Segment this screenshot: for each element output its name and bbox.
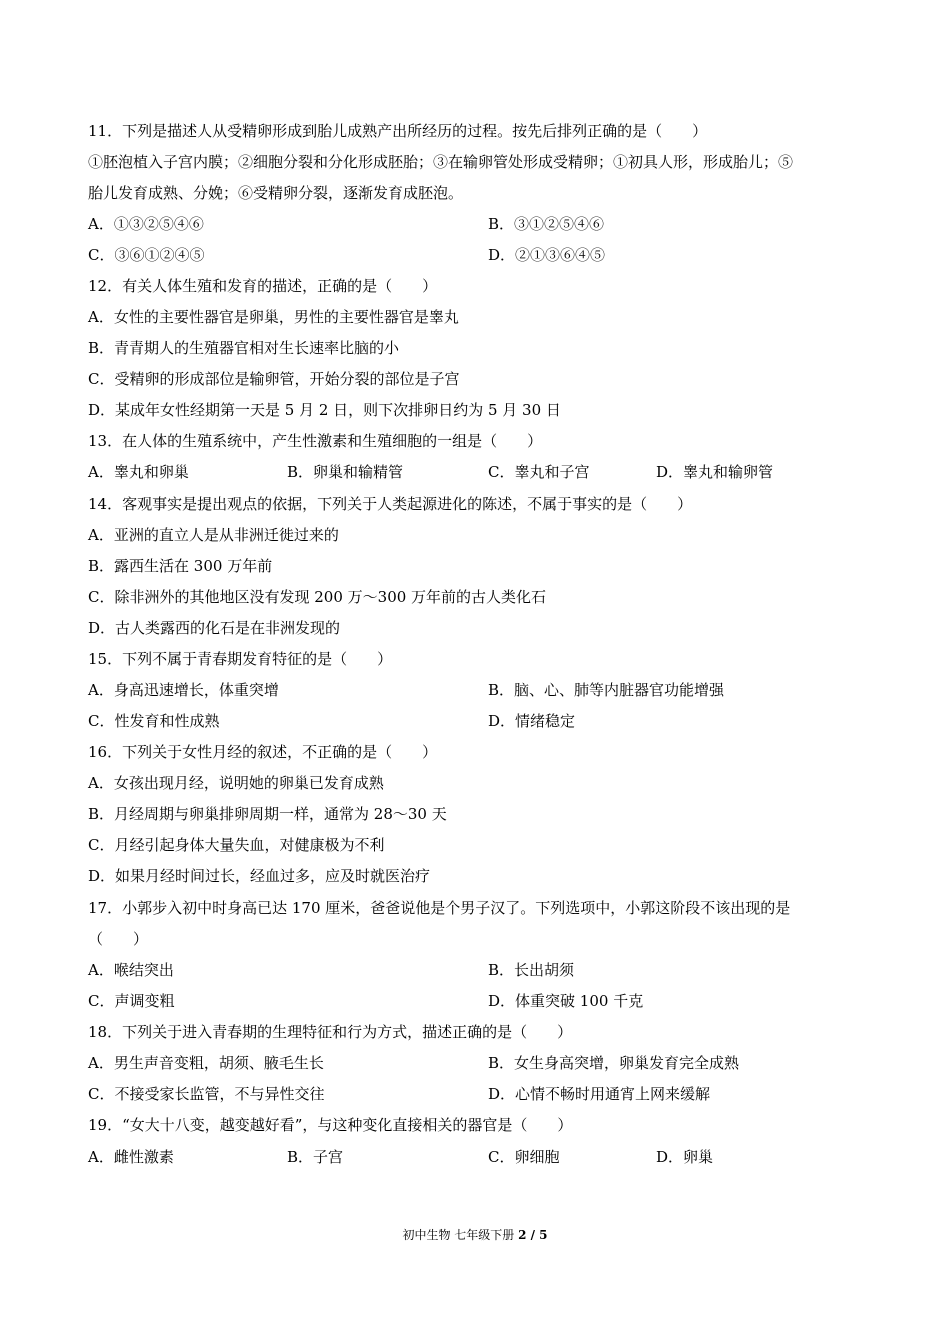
question-14-option-c: C．除非洲外的其他地区没有发现 200 万～300 万年前的古人类化石	[88, 588, 547, 606]
question-15-option-c: C．性发育和性成熟	[88, 712, 220, 730]
question-17-option-c: C．声调变粗	[88, 992, 175, 1010]
question-11-stem: 11．下列是描述人从受精卵形成到胎儿成熟产出所经历的过程。按先后排列正确的是（ ）	[88, 122, 708, 140]
question-12-option-b: B．青青期人的生殖器官相对生长速率比脑的小	[88, 339, 400, 357]
question-19-option-c: C．卵细胞	[488, 1148, 560, 1166]
question-13-option-c: C．睾丸和子宫	[488, 463, 590, 481]
footer-subject: 初中生物 七年级下册	[402, 1228, 519, 1242]
question-19-option-a: A．雌性激素	[88, 1148, 174, 1166]
question-17-option-d: D．体重突破 100 千克	[488, 992, 644, 1010]
question-17-stem-continued: （ ）	[88, 930, 149, 948]
question-14-option-d: D．古人类露西的化石是在非洲发现的	[88, 619, 341, 637]
question-15-option-a: A．身高迅速增长，体重突增	[88, 681, 279, 699]
question-11-detail-2: 胎儿发育成熟、分娩；⑥受精卵分裂，逐渐发育成胚泡。	[88, 184, 464, 202]
question-11-option-b: B．③①②⑤④⑥	[488, 215, 605, 233]
question-11-detail-1: ①胚泡植入子宫内膜；②细胞分裂和分化形成胚胎；③在输卵管处形成受精卵；①初具人形，形成胎儿；⑤	[88, 153, 794, 171]
question-18-option-a: A．男生声音变粗，胡须、腋毛生长	[88, 1054, 324, 1072]
question-19-stem: 19．“女大十八变，越变越好看”，与这种变化直接相关的器官是（ ）	[88, 1116, 573, 1134]
question-16-option-c: C．月经引起身体大量失血，对健康极为不利	[88, 836, 385, 854]
question-11-option-d: D．②①③⑥④⑤	[488, 246, 606, 264]
question-11-option-c: C．③⑥①②④⑤	[88, 246, 205, 264]
question-14-option-a: A．亚洲的直立人是从非洲迁徙过来的	[88, 526, 339, 544]
question-16-option-a: A．女孩出现月经，说明她的卵巢已发育成熟	[88, 774, 384, 792]
question-13-option-d: D．睾丸和输卵管	[656, 463, 774, 481]
question-19-option-b: B．子宫	[287, 1148, 344, 1166]
question-13-option-b: B．卵巢和输精管	[287, 463, 404, 481]
question-16-stem: 16．下列关于女性月经的叙述，不正确的是（ ）	[88, 743, 438, 761]
question-17-option-a: A．喉结突出	[88, 961, 174, 979]
question-18-option-b: B．女生身高突增，卵巢发育完全成熟	[488, 1054, 740, 1072]
question-16-option-b: B．月经周期与卵巢排卵周期一样，通常为 28～30 天	[88, 805, 447, 823]
question-15-option-b: B．脑、心、肺等内脏器官功能增强	[488, 681, 725, 699]
page-number: 2 / 5	[518, 1228, 548, 1242]
question-18-option-c: C．不接受家长监管，不与异性交往	[88, 1085, 325, 1103]
question-11-option-a: A．①③②⑤④⑥	[88, 215, 204, 233]
question-18-stem: 18．下列关于进入青春期的生理特征和行为方式，描述正确的是（ ）	[88, 1023, 573, 1041]
question-15-stem: 15．下列不属于青春期发育特征的是（ ）	[88, 650, 393, 668]
question-14-option-b: B．露西生活在 300 万年前	[88, 557, 273, 575]
question-15-option-d: D．情绪稳定	[488, 712, 576, 730]
question-17-option-b: B．长出胡须	[488, 961, 575, 979]
question-17-stem: 17．小郭步入初中时身高已达 170 厘米，爸爸说他是个男子汉了。下列选项中，小郭这阶段不该出现的是	[88, 899, 791, 917]
question-19-option-d: D．卵巢	[656, 1148, 714, 1166]
question-13-option-a: A．睾丸和卵巢	[88, 463, 189, 481]
question-12-option-d: D．某成年女性经期第一天是 5 月 2 日，则下次排卵日约为 5 月 30 日	[88, 401, 561, 419]
question-16-option-d: D．如果月经时间过长，经血过多，应及时就医治疗	[88, 867, 431, 885]
question-13-stem: 13．在人体的生殖系统中，产生性激素和生殖细胞的一组是（ ）	[88, 432, 543, 450]
question-14-stem: 14．客观事实是提出观点的依据，下列关于人类起源进化的陈述，不属于事实的是（ ）	[88, 495, 693, 513]
question-18-option-d: D．心情不畅时用通宵上网来缓解	[488, 1085, 711, 1103]
question-12-option-a: A．女性的主要性器官是卵巢，男性的主要性器官是睾丸	[88, 308, 459, 326]
question-12-option-c: C．受精卵的形成部位是输卵管，开始分裂的部位是子宫	[88, 370, 460, 388]
question-12-stem: 12．有关人体生殖和发育的描述，正确的是（ ）	[88, 277, 438, 295]
page-footer	[0, 1226, 950, 1243]
